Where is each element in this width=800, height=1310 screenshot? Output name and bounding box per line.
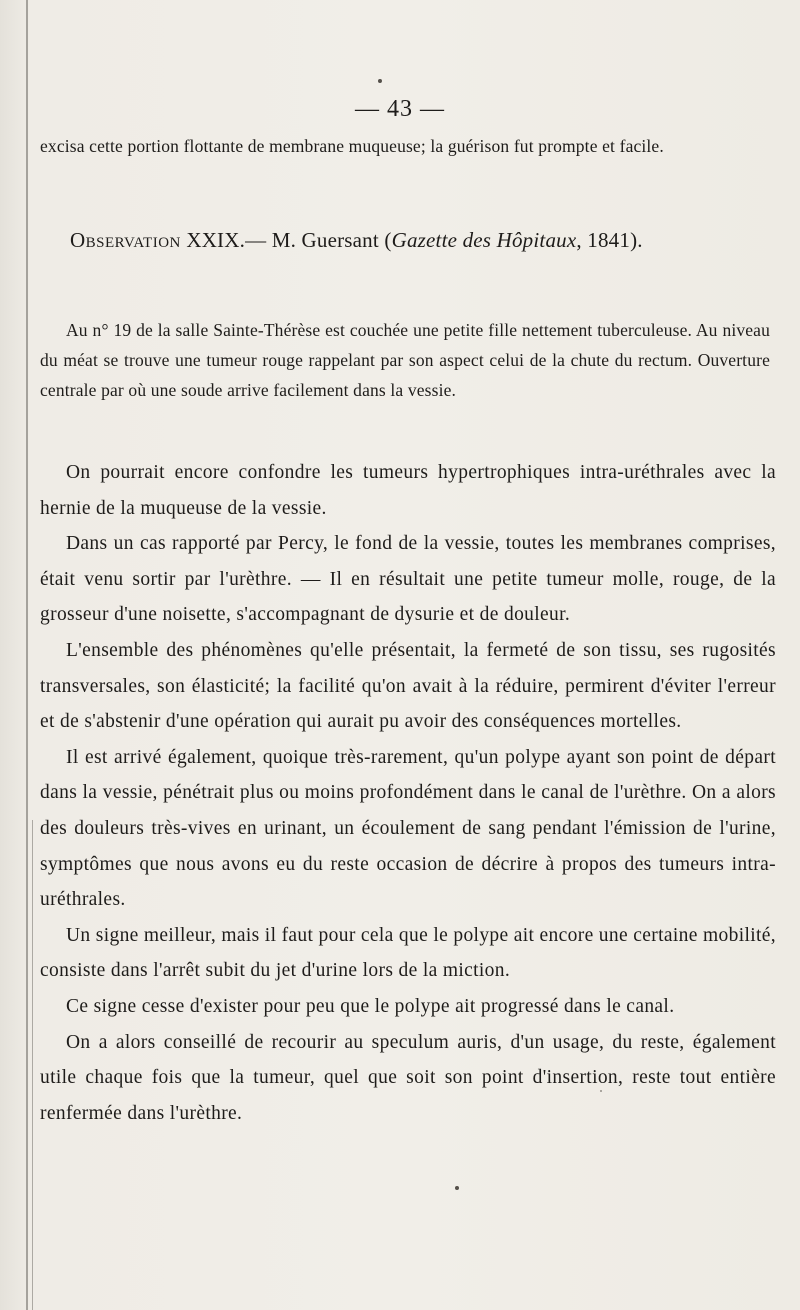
page-number: — 43 —	[355, 96, 445, 122]
observation-year: 1841	[587, 228, 631, 252]
body-paragraph: Dans un cas rapporté par Percy, le fond de la vessie, toutes les membranes comprises, était venu sortir par l'urèthre. — Il en résultait une petite tumeur molle, rouge, de la grosseur d'une noisette, s'accompagnant de dysurie et de douleur.	[40, 533, 776, 626]
body-paragraph: Ce signe cesse d'exister pour peu que le polype ait progressé dans le canal.	[66, 995, 675, 1017]
binding-edge-line-inner	[32, 820, 33, 1310]
case-paragraph: Au n° 19 de la salle Sainte-Thérèse est couchée une petite fille nettement tuberculeuse. Au niveau du méat se trouve une tumeur rouge rappelant par son aspect celui de la chute du rectum. Ouverture centrale par où une soude arrive facilement dans la vessie.	[40, 320, 770, 400]
body-text	[40, 455, 776, 1131]
binding-edge-line	[26, 0, 28, 1310]
body-paragraph: Un signe meilleur, mais il faut pour cela que le polype ait encore une certaine mobilité, consiste dans l'arrêt subit du jet d'urine lors de la miction.	[40, 924, 776, 982]
paper-speck	[455, 1186, 459, 1190]
observation-source: Gazette des Hôpitaux	[391, 228, 577, 252]
observation-author: M. Guersant	[271, 228, 379, 252]
paper-speck	[378, 79, 382, 83]
body-paragraph: On a alors conseillé de recourir au speculum auris, d'un usage, du reste, également utile chaque fois que la tumeur, quel que soit son point d'insertion, reste tout entière renfermée dans l'urèthre.	[40, 1031, 776, 1124]
observation-number: XXIX.	[186, 228, 246, 252]
intro-paragraph: excisa cette portion flottante de membrane muqueuse; la guérison fut prompte et facile.	[40, 136, 664, 156]
body-paragraph: L'ensemble des phénomènes qu'elle présentait, la fermeté de son tissu, ses rugosités transversales, son élasticité; la facilité qu'on avait à la réduire, permirent d'éviter l'erreur et de s'abstenir d'une opération qui aurait pu avoir des conséquences mortelles.	[40, 639, 776, 733]
paper-speck	[600, 1090, 602, 1092]
body-paragraph: On pourrait encore confondre les tumeurs hypertrophiques intra-uréthrales avec la hernie de la muqueuse de la vessie.	[40, 462, 776, 519]
body-paragraph: Il est arrivé également, quoique très-rarement, qu'un polype ayant son point de départ dans la vessie, pénétrait plus ou moins profondément dans le canal de l'urèthre. On a alors des douleurs très-vives en urinant, un écoulement de sang pendant l'émission de l'urine, symptômes que nous avons eu du reste occasion de décrire à propos des tumeurs intra-uréthrales.	[40, 746, 776, 911]
observation-heading: Observation XXIX.— M. Guersant (Gazette des Hôpitaux, 1841).	[70, 228, 643, 252]
observation-separator: —	[245, 228, 267, 252]
observation-label: Observation	[70, 228, 181, 252]
